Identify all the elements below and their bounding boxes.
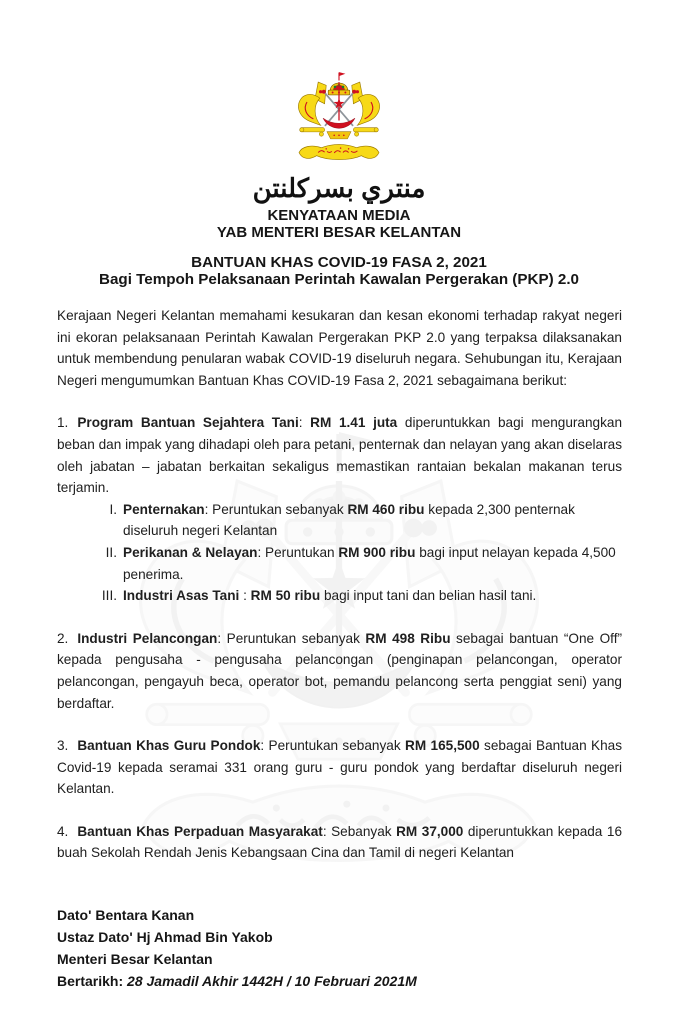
list-item-4-body: Bantuan Khas Perpaduan Masyarakat: Sebanyak RM 37,000 diperuntukkan kepada 16 buah Sekolah Rendah Jenis Kebangsaan Cina dan Tamil di negeri Kelantan bbox=[57, 823, 623, 861]
sub-list-item-2-number: II. bbox=[105, 544, 117, 560]
sub-list-item-3-number: III. bbox=[101, 588, 117, 604]
list-item-3-body: Bantuan Khas Guru Pondok: Peruntukan sebanyak RM 165,500 sebagai Bantuan Khas Covid-19 kepada seramai 331 orang guru - guru pondok yang berdaftar diseluruh negeri Kelantan. bbox=[57, 738, 623, 797]
title-line-2: Bagi Tempoh Pelaksanaan Perintah Kawalan Pergerakan (PKP) 2.0 bbox=[99, 270, 579, 288]
sub-list-item-2 bbox=[57, 542, 622, 585]
document-title bbox=[0, 255, 678, 288]
title-line-1: BANTUAN KHAS COVID-19 FASA 2, 2021 bbox=[191, 254, 487, 271]
document-body bbox=[57, 305, 622, 992]
letterhead bbox=[0, 207, 678, 241]
list-item-2-body: Industri Pelancongan: Peruntukan sebanyak RM 498 Ribu sebagai bantuan “One Off” kepada pengusaha - pengusaha pelancongan (penginapan pelancongan, operator pelancongan, pengayuh beca, operator bot, pemandu pelancong serta penggiat seni) yang berdaftar. bbox=[57, 630, 623, 711]
signatory-office: Menteri Besar Kelantan bbox=[57, 951, 213, 968]
signature-block bbox=[57, 904, 622, 992]
list-item-2-number: 2. bbox=[57, 630, 69, 646]
list-item-1 bbox=[57, 412, 622, 606]
list-item-4-text bbox=[57, 821, 622, 864]
sub-list-item-2-body: Perikanan & Nelayan: Peruntukan RM 900 ribu bagi input nelayan kepada 4,500 penerima. bbox=[123, 544, 616, 582]
jawi-title: منتري بسركلنتن bbox=[252, 173, 426, 203]
list-item-4 bbox=[57, 821, 622, 864]
signatory-name: Ustaz Dato' Hj Ahmad Bin Yakob bbox=[57, 929, 273, 946]
sub-list-item-3 bbox=[57, 585, 622, 607]
statement-type-heading: KENYATAAN MEDIA bbox=[267, 207, 411, 224]
signatory-title: Dato' Bentara Kanan bbox=[57, 907, 195, 924]
sub-list-item-1-body: Penternakan: Peruntukan sebanyak RM 460 ribu kepada 2,300 penternak diseluruh negeri Kelantan bbox=[123, 501, 575, 539]
intro-paragraph: Kerajaan Negeri Kelantan memahami kesukaran dan kesan ekonomi terhadap rakyat negeri ini ekoran pelaksanaan Perintah Kawalan Pergerakan PKP 2.0 yang terpaksa dilaksanakan untuk membendung penularan wabak COVID-19 diseluruh negara. Sehubungan itu, Kerajaan Negeri mengumumkan Bantuan Khas COVID-19 Fasa 2, 2021 sebagaimana berikut: bbox=[57, 308, 622, 388]
list-item-3-text bbox=[57, 735, 622, 800]
list-item-1-text bbox=[57, 412, 622, 498]
list-item-2-text bbox=[57, 628, 622, 714]
list-item-4-number: 4. bbox=[57, 823, 69, 839]
list-item-3-number: 3. bbox=[57, 738, 69, 754]
media-statement-page bbox=[0, 70, 678, 1030]
sub-list-item-3-body: Industri Asas Tani : RM 50 ribu bagi input tani dan belian hasil tani. bbox=[123, 588, 537, 604]
document-content bbox=[0, 70, 678, 992]
list-item-2 bbox=[57, 628, 622, 714]
statement-date: Bertarikh: 28 Jamadil Akhir 1442H / 10 Februari 2021M bbox=[57, 973, 417, 990]
sub-list-item-1 bbox=[57, 499, 622, 542]
sub-list-item-1-number: I. bbox=[109, 501, 117, 517]
list-item-1-number: 1. bbox=[57, 415, 69, 431]
office-heading: YAB MENTERI BESAR KELANTAN bbox=[216, 224, 462, 241]
list-item-1-body: Program Bantuan Sejahtera Tani: RM 1.41 juta diperuntukkan bagi mengurangkan beban dan impak yang dihadapi oleh para petani, penternak dan nelayan yang akan diselaras oleh jabatan – jabatan berkaitan sekaligus memastikan rantaian bekalan makanan terus terjamin. bbox=[57, 415, 622, 496]
kelantan-crest-emblem bbox=[291, 70, 387, 171]
list-item-3 bbox=[57, 735, 622, 800]
sub-list bbox=[57, 499, 622, 607]
